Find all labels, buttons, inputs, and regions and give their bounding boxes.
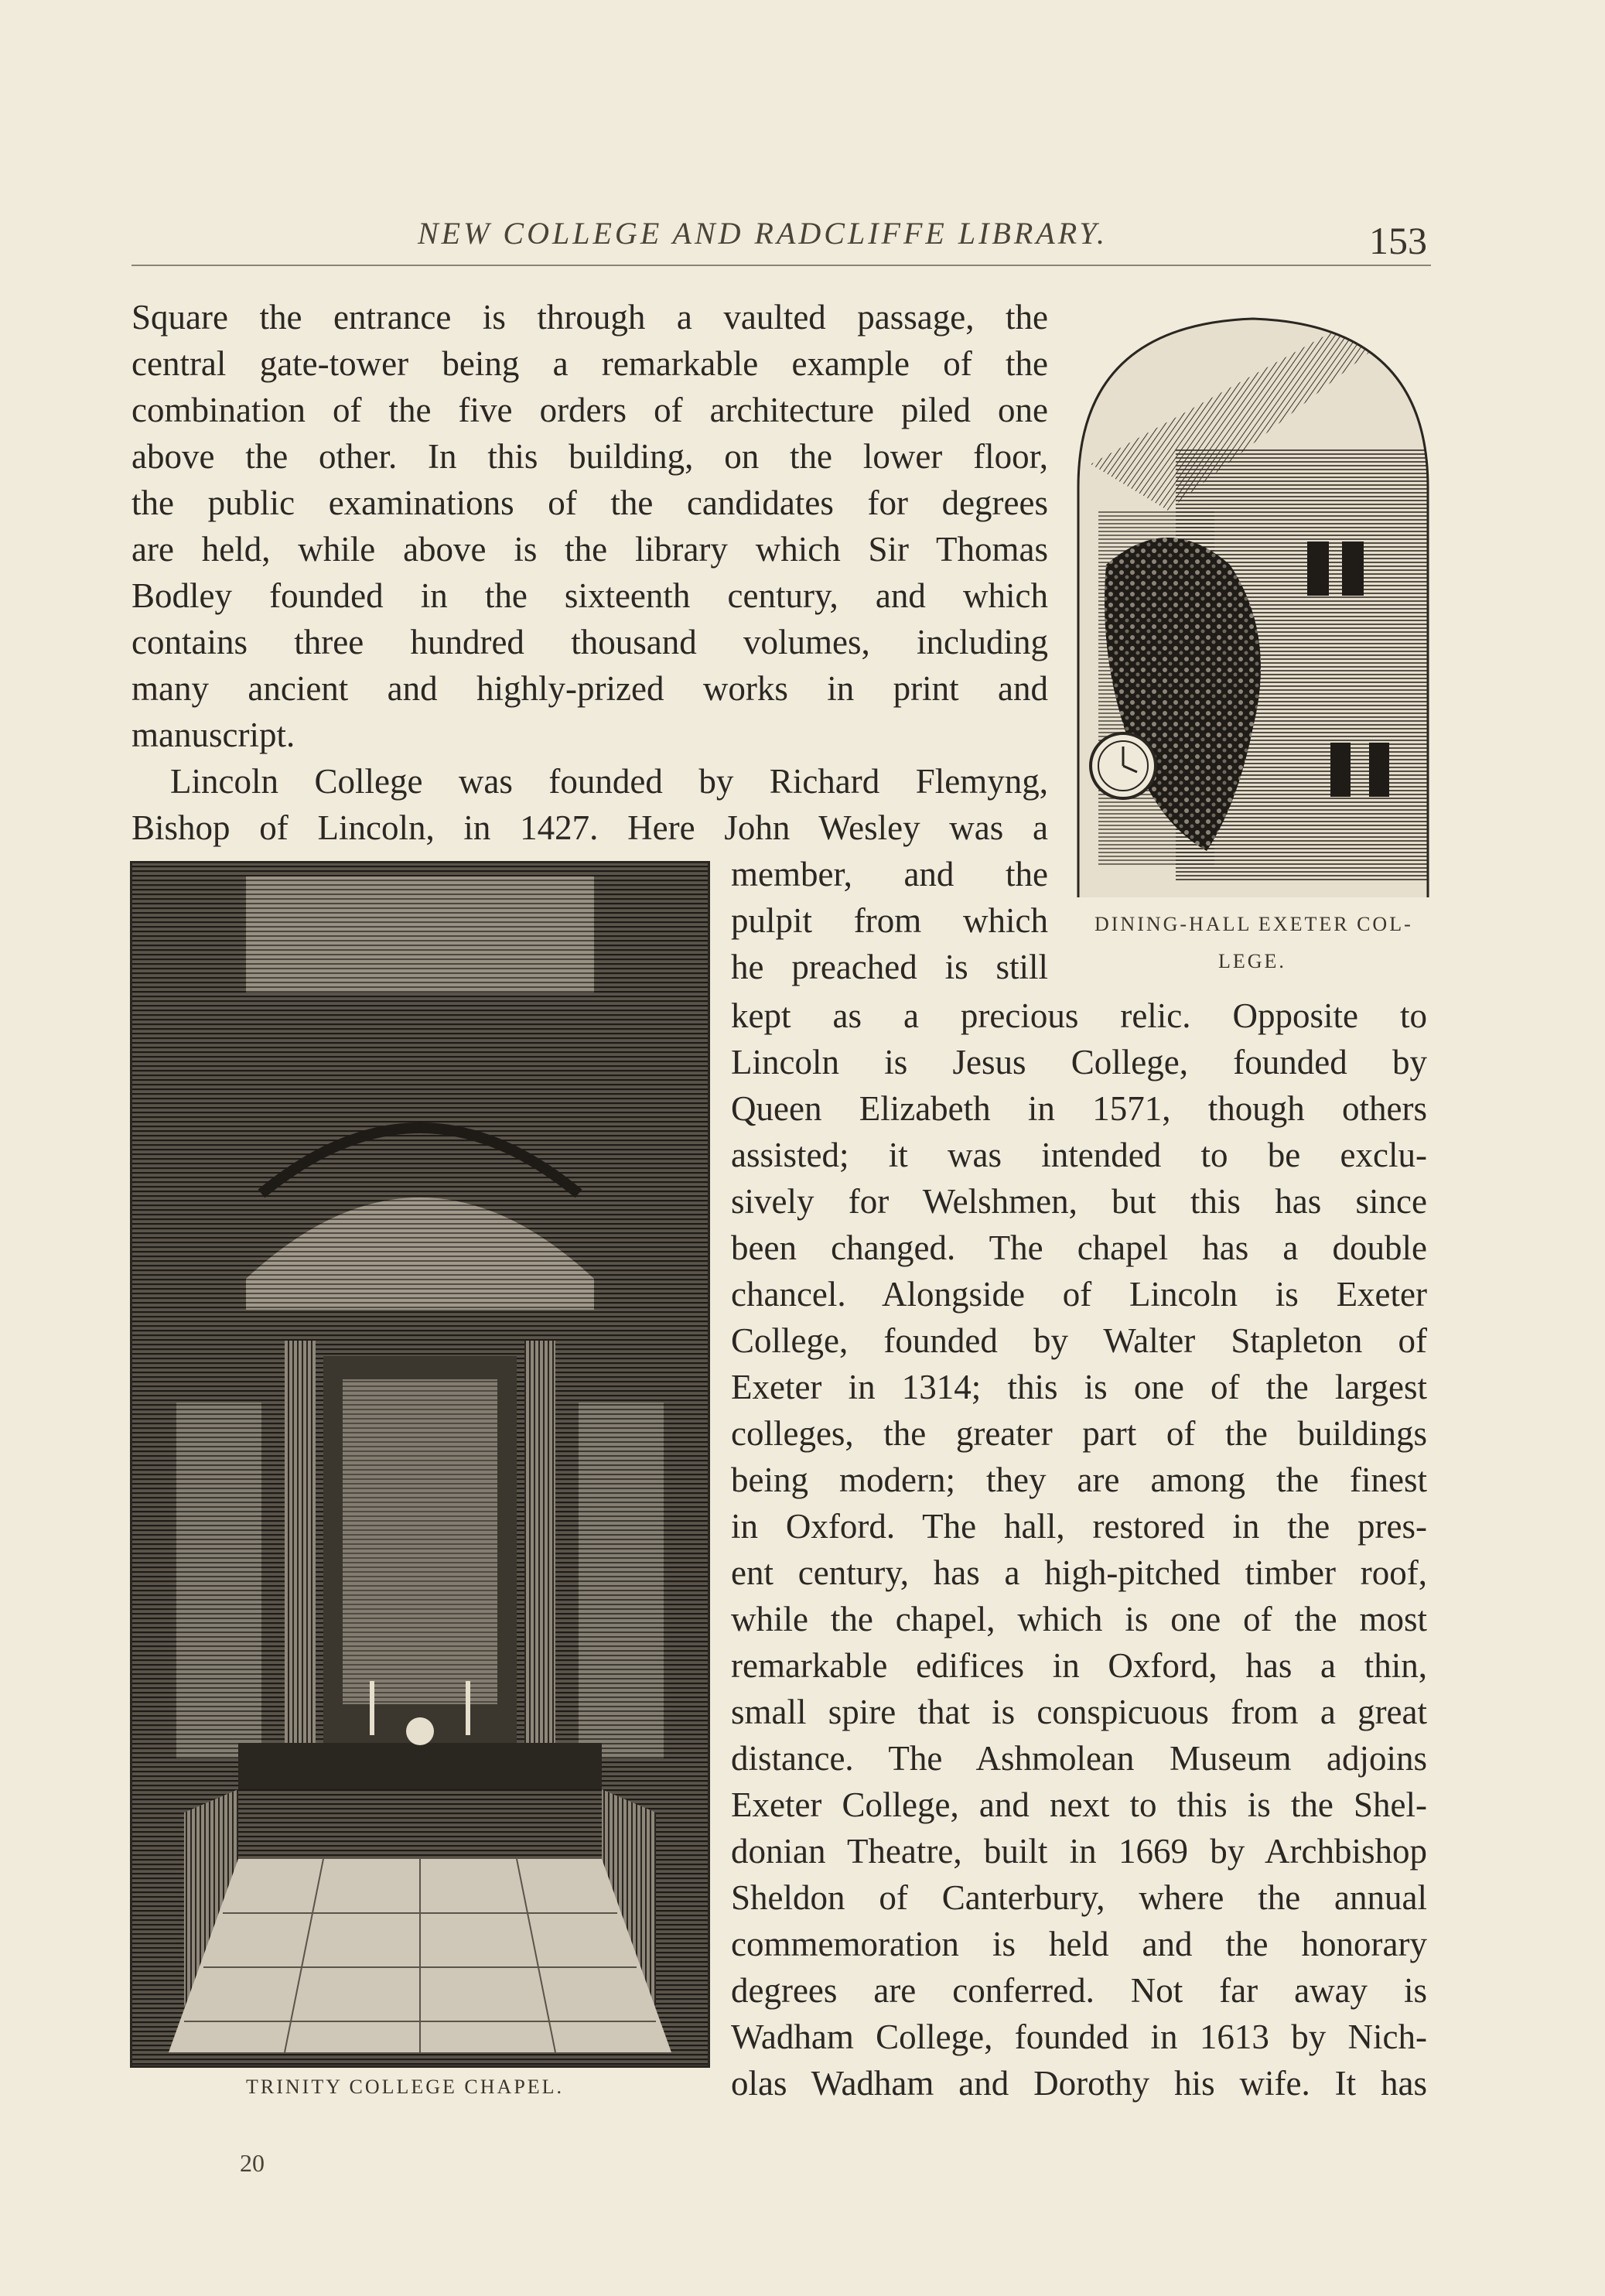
exeter-dining-hall-engraving [1075, 309, 1431, 905]
text-line: small spire that is conspicuous from a great [731, 1693, 1427, 1731]
text-line: olas Wadham and Dorothy his wife. It has [731, 2064, 1427, 2103]
text-line: manuscript. [131, 716, 295, 754]
text-line: Bodley founded in the sixteenth century, and which [131, 576, 1048, 615]
text-line: Square the entrance is through a vaulted passage, the [131, 298, 1048, 337]
text-line: are held, while above is the library which Sir Thomas [131, 530, 1048, 569]
text-line: remarkable edifices in Oxford, has a thin, [731, 1646, 1427, 1685]
text-line: Sheldon of Canterbury, where the annual [731, 1878, 1427, 1917]
text-line: distance. The Ashmolean Museum adjoins [731, 1739, 1427, 1778]
text-line: member, and the [731, 855, 1048, 893]
text-line: being modern; they are among the finest [731, 1461, 1427, 1499]
text-line: colleges, the greater part of the buildings [731, 1414, 1427, 1453]
text-line: Queen Elizabeth in 1571, though others [731, 1089, 1427, 1128]
text-line: commemoration is held and the honorary [731, 1925, 1427, 1963]
text-line: in Oxford. The hall, restored in the pres- [731, 1507, 1427, 1546]
text-line: ent century, has a high-pitched timber roof, [731, 1553, 1427, 1592]
text-line: kept as a precious relic. Opposite to [731, 996, 1427, 1035]
trinity-caption: TRINITY COLLEGE CHAPEL. [246, 2076, 565, 2098]
text-line: above the other. In this building, on the lower floor, [131, 437, 1048, 476]
text-line: the public examinations of the candidates for degrees [131, 483, 1048, 522]
text-line: while the chapel, which is one of the most [731, 1600, 1427, 1638]
text-line: degrees are conferred. Not far away is [731, 1971, 1427, 2010]
exeter-caption-line-2: LEGE. [1218, 950, 1286, 972]
text-line: Exeter in 1314; this is one of the largest [731, 1368, 1427, 1406]
running-head: NEW COLLEGE AND RADCLIFFE LIBRARY. [418, 216, 1108, 251]
text-line: combination of the five orders of architecture piled one [131, 391, 1048, 429]
text-line: Wadham College, founded in 1613 by Nich- [731, 2018, 1427, 2056]
text-line: sively for Welshmen, but this has since [731, 1182, 1427, 1221]
text-line: chancel. Alongside of Lincoln is Exeter [731, 1275, 1427, 1314]
signature-mark: 20 [240, 2149, 265, 2177]
text-line: donian Theatre, built in 1669 by Archbishop [731, 1832, 1427, 1871]
text-line: many ancient and highly-prized works in print and [131, 669, 1048, 708]
text-line: contains three hundred thousand volumes, including [131, 623, 1048, 661]
text-line: central gate-tower being a remarkable example of the [131, 344, 1048, 383]
text-line: Bishop of Lincoln, in 1427. Here John Wesley was a [131, 808, 1048, 847]
text-line: been changed. The chapel has a double [731, 1228, 1427, 1267]
text-line: he preached is still [731, 948, 1048, 986]
text-line: Exeter College, and next to this is the Shel- [731, 1785, 1427, 1824]
text-line: Lincoln is Jesus College, founded by [731, 1043, 1427, 1081]
text-line: assisted; it was intended to be exclu- [731, 1136, 1427, 1174]
plate-frame [130, 861, 710, 2068]
text-line: Lincoln College was founded by Richard Flemyng, [170, 762, 1048, 801]
page-number: 153 [1369, 219, 1427, 262]
exeter-caption-line-1: DINING-HALL EXETER COL- [1094, 913, 1413, 935]
text-line: College, founded by Walter Stapleton of [731, 1321, 1427, 1360]
header-rule [131, 265, 1431, 266]
text-line: pulpit from which [731, 901, 1048, 940]
